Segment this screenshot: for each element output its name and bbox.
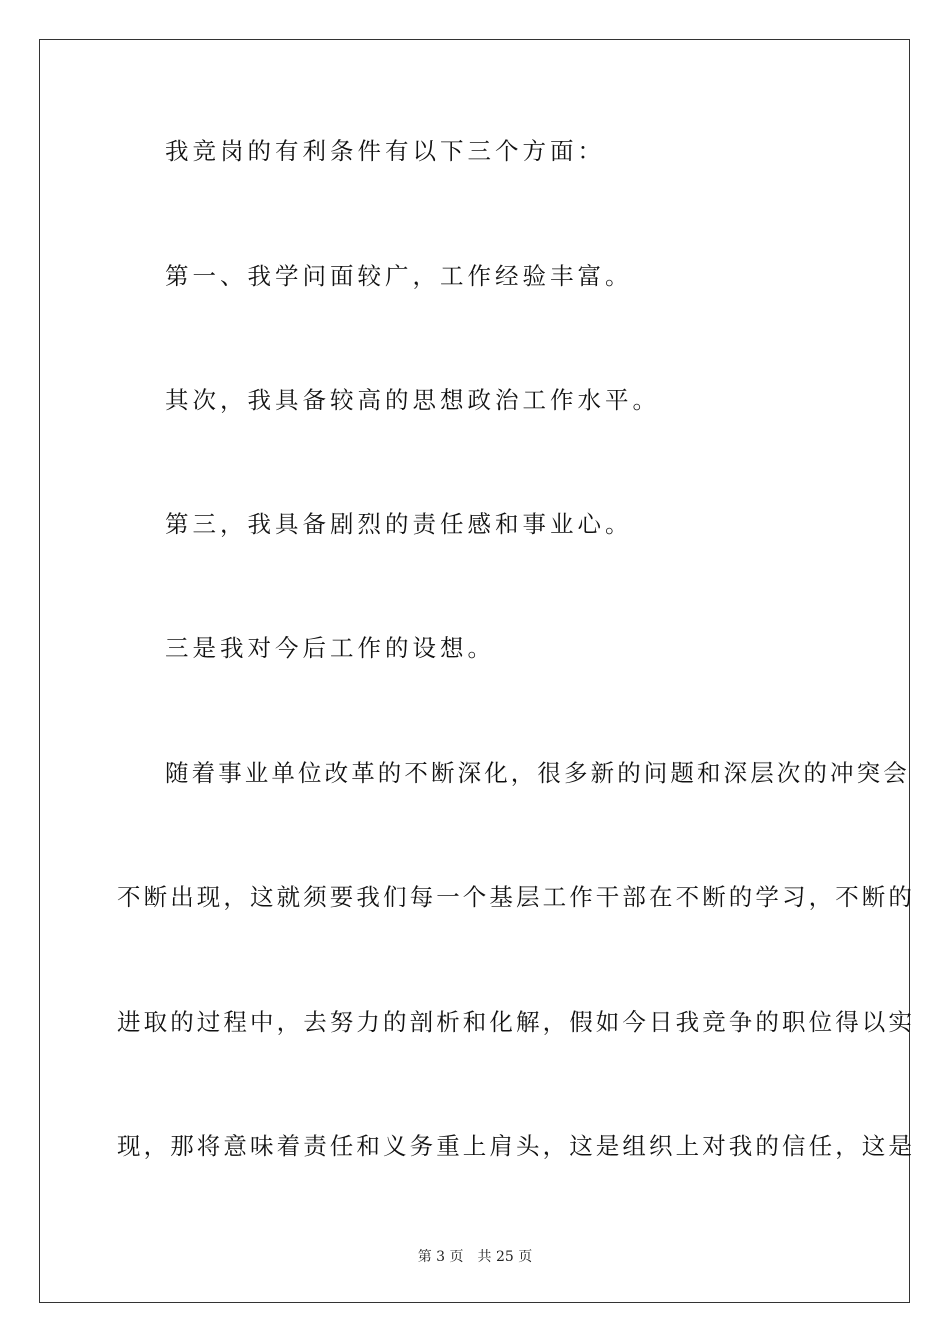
paragraph-line-1: 我竞岗的有利条件有以下三个方面： [165,137,605,165]
paragraph-line-2: 第一、我学问面较广，工作经验丰富。 [165,262,633,290]
paragraph-line-6: 随着事业单位改革的不断深化，很多新的问题和深层次的冲突会 [165,759,910,787]
paragraph-line-8: 进取的过程中，去努力的剖析和化解，假如今日我竞争的职位得以实 [117,1008,915,1036]
paragraph-line-5: 三是我对今后工作的设想。 [165,634,495,662]
page-footer [0,1248,950,1266]
paragraph-line-3: 其次，我具备较高的思想政治工作水平。 [165,386,660,414]
paragraph-line-9: 现，那将意味着责任和义务重上肩头，这是组织上对我的信任，这是 [117,1132,915,1160]
paragraph-line-4: 第三，我具备剧烈的责任感和事业心。 [165,510,633,538]
page-total: 共 25 页 [477,1249,533,1265]
page-number: 第 3 页 [417,1249,464,1265]
page-border [39,39,915,1303]
paragraph-line-7: 不断出现，这就须要我们每一个基层工作干部在不断的学习，不断的 [117,883,915,911]
